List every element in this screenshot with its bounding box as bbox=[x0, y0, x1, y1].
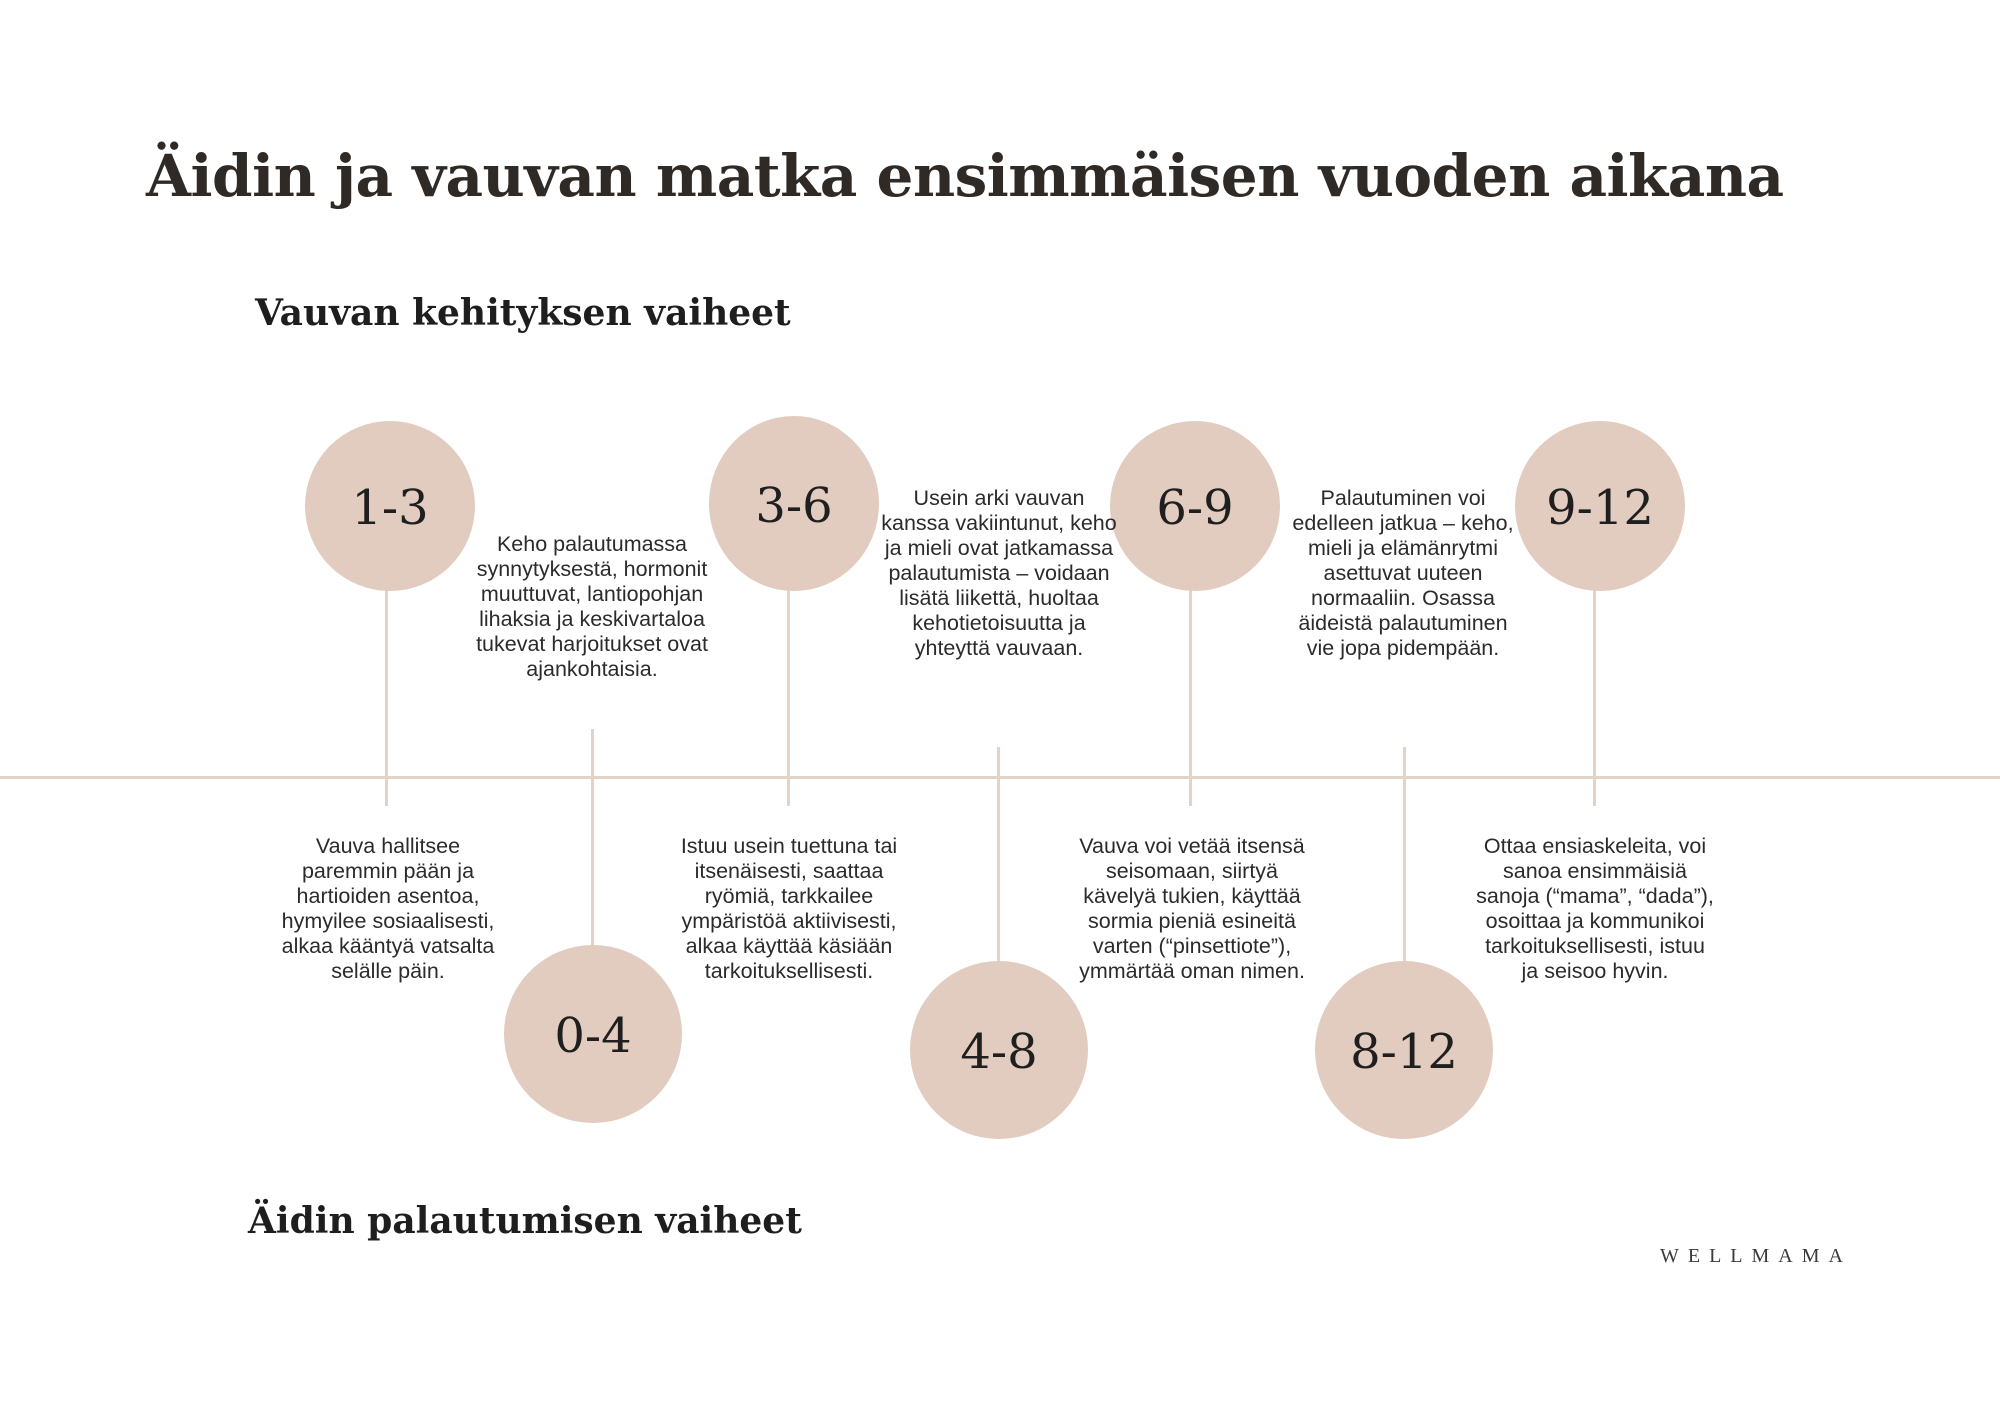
stage-description: Palautuminen voi edelleen jatkua – keho, mieli ja elämänrytmi asettuvat uuteen normaaliin. Osassa äideistä palautuminen vie jopa pidempään. bbox=[1292, 486, 1514, 660]
stage-circle bbox=[709, 416, 879, 591]
stage-circle bbox=[305, 421, 475, 591]
stage-connector bbox=[787, 580, 790, 806]
mother-section-title: Äidin palautumisen vaiheet bbox=[248, 1200, 802, 1242]
stage-description: Istuu usein tuettuna tai itsenäisesti, saattaa ryömiä, tarkkailee ympäristöä aktiivisesti, alkaa käyttää käsiään tarkoituksellisesti. bbox=[680, 834, 898, 983]
stage-circle bbox=[910, 961, 1088, 1139]
stage-label: 0-4 bbox=[554, 1008, 632, 1064]
stage-connector bbox=[591, 729, 594, 951]
stage-circle bbox=[1315, 961, 1493, 1139]
stage-connector bbox=[1189, 580, 1192, 806]
stage-description: Usein arki vauvan kanssa vakiintunut, keho ja mieli ovat jatkamassa palautumista – voidaan lisätä liikettä, huoltaa kehotietoisuutta ja yhteyttä vauvaan. bbox=[881, 486, 1117, 660]
stage-connector bbox=[385, 580, 388, 806]
stage-circle bbox=[504, 945, 682, 1123]
stage-description: Vauva hallitsee paremmin pään ja hartioiden asentoa, hymyilee sosiaalisesti, alkaa kääntyä vatsalta selälle päin. bbox=[281, 834, 495, 983]
stage-description: Ottaa ensiaskeleita, voi sanoa ensimmäisiä sanoja (“mama”, “dada”), osoittaa ja kommunikoi tarkoituksellisesti, istuu ja seisoo hyvin. bbox=[1476, 834, 1714, 983]
timeline-axis bbox=[0, 776, 2000, 779]
stage-description: Keho palautumassa synnytyksestä, hormonit muuttuvat, lantiopohjan lihaksia ja keskivartaloa tukevat harjoitukset ovat ajankohtaisia. bbox=[476, 532, 708, 681]
stage-connector bbox=[997, 747, 1000, 965]
stage-label: 4-8 bbox=[960, 1024, 1038, 1080]
stage-connector bbox=[1403, 747, 1406, 965]
stage-description: Vauva voi vetää itsensä seisomaan, siirtyä kävelyä tukien, käyttää sormia pieniä esineitä varten (“pinsettiote”), ymmärtää oman nimen. bbox=[1079, 834, 1305, 983]
baby-section-title: Vauvan kehityksen vaiheet bbox=[255, 292, 791, 334]
stage-connector bbox=[1593, 580, 1596, 806]
brand-logo: WELLMAMA bbox=[1660, 1245, 1852, 1267]
page-title: Äidin ja vauvan matka ensimmäisen vuoden aikana bbox=[146, 142, 1784, 210]
stage-label: 8-12 bbox=[1350, 1024, 1458, 1080]
stage-label: 1-3 bbox=[351, 480, 429, 536]
stage-label: 3-6 bbox=[755, 477, 833, 534]
stage-label: 6-9 bbox=[1156, 480, 1234, 536]
stage-circle bbox=[1515, 421, 1685, 591]
stage-circle bbox=[1110, 421, 1280, 591]
stage-label: 9-12 bbox=[1546, 480, 1654, 536]
